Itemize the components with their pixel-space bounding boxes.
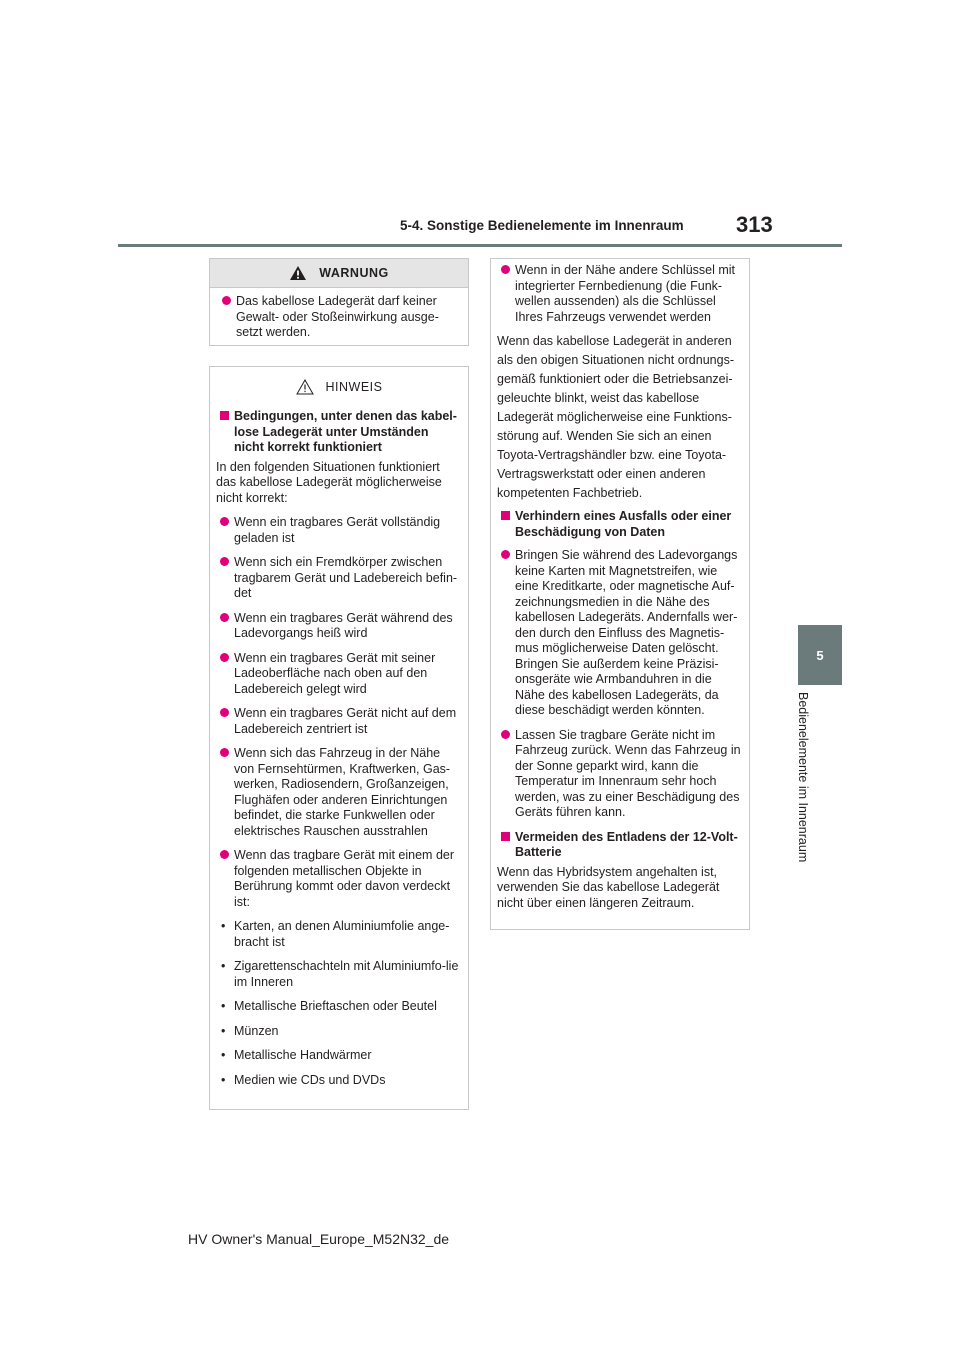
- warning-bullet: Das kabellose Ladegerät darf keiner Gewalt- oder Stoßeinwirkung ausge-setzt werden.: [218, 294, 460, 341]
- list-item: Wenn das tragbare Gerät mit einem der folgenden metallischen Objekte in Berührung kommt oder davon verdeckt ist:: [216, 848, 460, 910]
- malfunction-paragraph: Wenn das kabellose Ladegerät in anderen als den obigen Situationen nicht ordnungs-gemäß funktioniert oder die Betriebsanzei-geleuchte blinkt, weist das kabellose Ladegerät möglicherweise eine Funktions-störung auf. Wenden Sie sich an einen Toyota-Vertragshändler bzw. eine Toyota-Vertragswerkstatt oder einen anderen kompetenten Fachbetrieb.: [497, 334, 734, 500]
- page-number: 313: [736, 212, 773, 237]
- list-item: Wenn ein tragbares Gerät mit seiner Ladeoberfläche nach oben auf den Ladebereich gelegt wird: [216, 651, 460, 698]
- sub-list-item: • Metallische Brieftaschen oder Beutel: [221, 999, 437, 1013]
- sub-list-item: • Karten, an denen Aluminiumfolie ange-bracht ist: [221, 919, 450, 949]
- warning-icon: [289, 265, 307, 281]
- footer-text: HV Owner's Manual_Europe_M52N32_de: [188, 1231, 450, 1247]
- battery-paragraph: Wenn das Hybridsystem angehalten ist, verwenden Sie das kabellose Ladegerät nicht über einen längeren Zeitraum.: [497, 864, 720, 910]
- section-heading: Bedingungen, unter denen das kabel-lose Ladegerät unter Umständen nicht korrekt funktioniert: [216, 409, 460, 456]
- note-title: HINWEIS: [325, 380, 383, 394]
- sub-list-item: • Münzen: [221, 1023, 279, 1038]
- list-item: Wenn sich das Fahrzeug in der Nähe von Fernsehtürmen, Kraftwerken, Gas-werken, Radiosendern, Großanzeigen, Flughäfen oder anderen Einrichtungen befindet, die starke Funkwellen oder elektrisches Rauschen ausstrahlen: [216, 746, 460, 839]
- section-title: 5-4. Sonstige Bedienelemente im Innenraum: [400, 218, 684, 233]
- sub-list-item: • Medien wie CDs und DVDs: [221, 1072, 386, 1087]
- list-item: Wenn in der Nähe andere Schlüssel mit integrierter Fernbedienung (die Funk-wellen aussenden) als die Schlüssel Ihres Fahrzeugs verwendet werden: [497, 263, 741, 325]
- warning-title: WARNUNG: [319, 266, 389, 280]
- sub-list-item: • Metallische Handwärmer: [221, 1048, 372, 1062]
- note-header: [210, 367, 468, 401]
- list-item: Wenn ein tragbares Gerät nicht auf dem Ladebereich zentriert ist: [216, 706, 460, 737]
- list-item: Wenn ein tragbares Gerät während des Ladevorgangs heiß wird: [216, 611, 460, 642]
- note-box: [209, 366, 469, 1110]
- intro-paragraph: In den folgenden Situationen funktioniert das kabellose Ladegerät möglicherweise nicht korrekt:: [216, 459, 442, 505]
- section-heading: Verhindern eines Ausfalls oder einer Beschädigung von Daten: [497, 509, 741, 540]
- note-box-continued: [490, 258, 750, 930]
- warning-box: [209, 258, 469, 346]
- warning-header: [210, 259, 468, 288]
- list-item: Wenn ein tragbares Gerät vollständig geladen ist: [216, 515, 460, 546]
- caution-icon: [296, 379, 314, 395]
- list-item: Lassen Sie tragbare Geräte nicht im Fahrzeug zurück. Wenn das Fahrzeug in der Sonne geparkt wird, kann die Temperatur im Innenraum sehr hoch werden, was zu einer Beschädigung des Geräts führen kann.: [497, 728, 741, 821]
- chapter-tab: 5: [798, 625, 842, 685]
- header-rule: [118, 244, 842, 247]
- list-item: Wenn sich ein Fremdkörper zwischen tragbarem Gerät und Ladebereich befin-det: [216, 555, 460, 602]
- section-heading: Vermeiden des Entladens der 12-Volt-Batterie: [497, 830, 741, 861]
- sub-list-item: • Zigarettenschachteln mit Aluminiumfo-lie im Inneren: [221, 959, 459, 989]
- chapter-side-label: Bedienelemente im Innenraum: [796, 692, 810, 863]
- list-item: Bringen Sie während des Ladevorgangs keine Karten mit Magnetstreifen, wie eine Kreditkarte, oder magnetische Auf-zeichnungsmedien in die Nähe des kabellosen Ladegeräts. Andernfalls wer-den durch den Einfluss des Magnetis-mus möglicherweise Daten gelöscht. Bringen Sie außerdem keine Präzisi-onsgeräte wie Armbanduhren in die Nähe des kabellosen Ladegeräts, da diese beschädigt werden könnten.: [497, 548, 741, 719]
